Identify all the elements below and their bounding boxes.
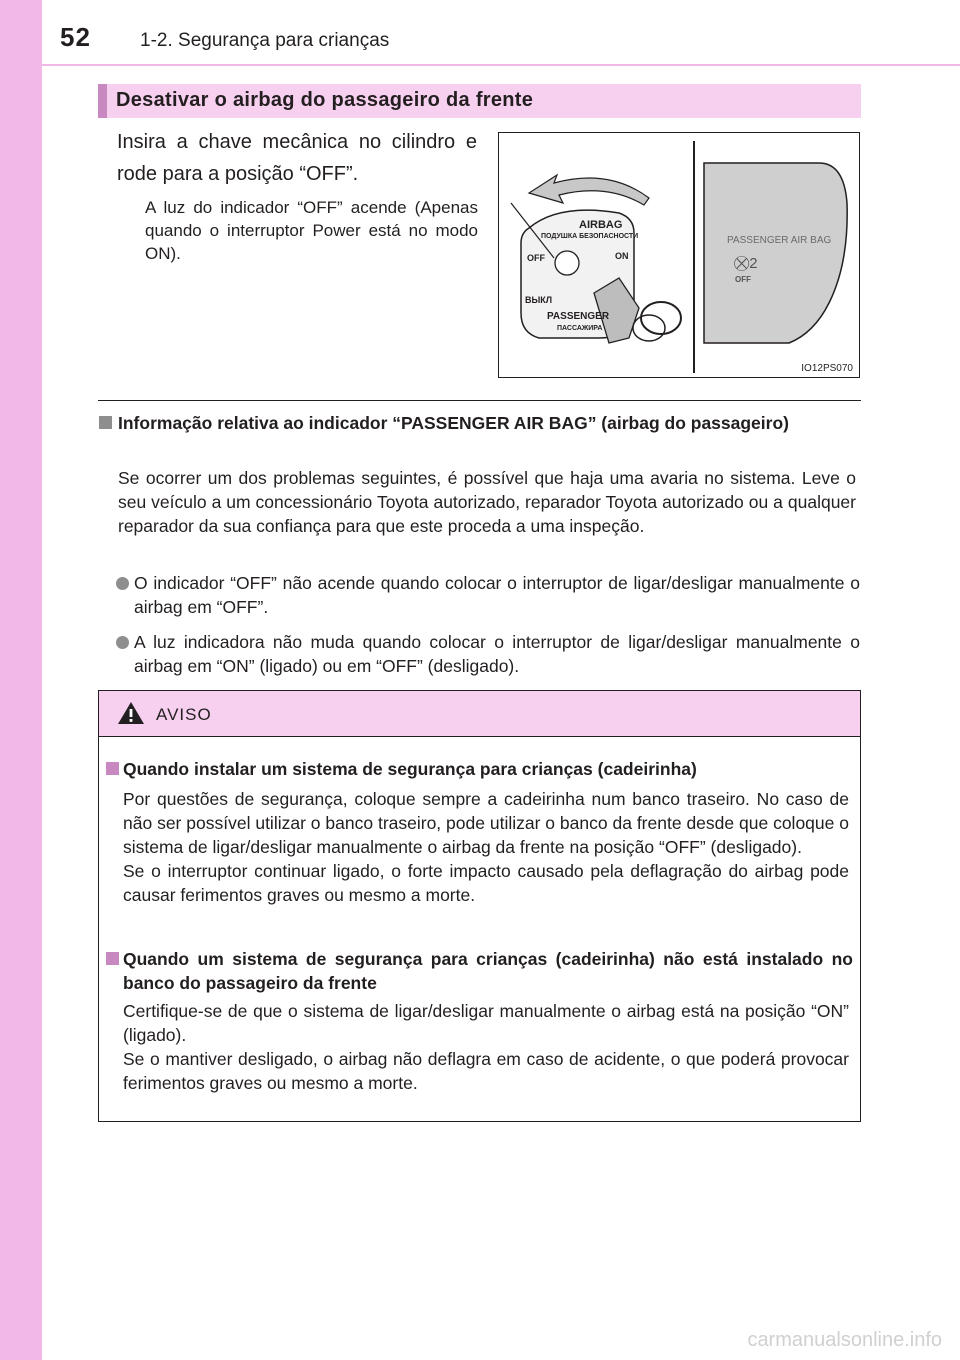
key-ring-icon	[641, 302, 681, 334]
section-accent	[98, 84, 107, 118]
step-instruction: Insira a chave mecânica no cilindro e rode para a posição “OFF”.	[117, 131, 477, 185]
warning-paragraph: Se o interruptor continuar ligado, o forte impacto causado pela deflagração do airbag pode causar ferimentos graves ou mesmo a morte.	[123, 861, 849, 905]
warning-item-heading: Quando um sistema de segurança para crianças (cadeirinha) não está instalado no banco do passageiro da frente	[123, 949, 853, 993]
warning-header	[99, 691, 860, 737]
switch-passenger-ru: ПАССАЖИРА	[557, 325, 603, 332]
warning-title: AVISO	[156, 705, 212, 724]
heading-square-icon	[99, 416, 112, 429]
info-paragraph: Se ocorrer um dos problemas seguintes, é possível que haja uma avaria no sistema. Leve o seu veículo a um concessionário Toyota autorizado, reparador Toyota autorizado ou a qualquer reparador da sua confiança para que este proceda a uma inspeção.	[118, 468, 856, 536]
switch-on-label: ON	[615, 251, 629, 261]
warning-triangle-icon	[117, 701, 145, 725]
step-note: A luz do indicador “OFF” acende (Apenas quando o interruptor Power está no modo ON).	[145, 198, 478, 263]
indicator-panel	[704, 163, 847, 343]
page-number: 52	[60, 22, 91, 52]
airbag-switch-figure	[498, 132, 860, 378]
warning-paragraph: Se o mantiver desligado, o airbag não deflagra em caso de acidente, o que poderá provocar ferimentos graves ou mesmo a morte.	[123, 1049, 849, 1093]
warning-paragraph: Por questões de segurança, coloque sempre a cadeirinha num banco traseiro. No caso de não ser possível utilizar o banco traseiro, pode utilizar o banco da frente desde que coloque o sistema de ligar/desligar manualmente o airbag da frente na posição “OFF” (desligado).	[123, 789, 849, 857]
figure-code: IO12PS070	[801, 363, 853, 374]
section-title: Desativar o airbag do passageiro da frente	[116, 89, 534, 111]
switch-vykl-label: ВЫКЛ	[525, 295, 553, 305]
indicator-label: PASSENGER AIR BAG	[727, 235, 832, 246]
side-tab	[0, 0, 42, 1360]
warning-item-heading: Quando instalar um sistema de segurança para crianças (cadeirinha)	[123, 759, 697, 779]
bullet-dot-icon	[116, 577, 129, 590]
indicator-off-label: OFF	[735, 275, 751, 284]
key-cylinder	[555, 251, 579, 275]
airbag-switch-illustration	[499, 133, 860, 378]
warning-paragraph: Certifique-se de que o sistema de ligar/desligar manualmente o airbag está na posição “ON” (ligado).	[123, 1001, 849, 1045]
running-head: 1-2. Segurança para crianças	[140, 30, 390, 51]
info-bullet: A luz indicadora não muda quando colocar o interruptor de ligar/desligar manualmente o airbag em “ON” (ligado) ou em “OFF” (desligado).	[134, 632, 860, 676]
rotate-arrow-icon	[529, 175, 649, 205]
switch-label-ru: ПОДУШКА БЕЗОПАСНОСТИ	[541, 233, 639, 240]
section-title-bar	[98, 84, 861, 118]
info-bullet: O indicador “OFF” não acende quando colocar o interruptor de ligar/desligar manualmente o airbag em “OFF”.	[134, 573, 860, 617]
switch-off-label: OFF	[527, 253, 545, 263]
warning-square-icon	[106, 952, 119, 965]
header-rule	[42, 64, 960, 66]
bullet-dot-icon	[116, 636, 129, 649]
warning-square-icon	[106, 762, 119, 775]
warning-item-text	[123, 787, 849, 907]
section-divider	[98, 400, 861, 401]
info-heading: Informação relativa ao indicador “PASSENGER AIR BAG” (airbag do passageiro)	[118, 413, 789, 433]
switch-label-airbag: AIRBAG	[579, 219, 623, 231]
warning-box	[98, 690, 861, 1122]
warning-item-text	[123, 999, 849, 1095]
airbag-off-symbol-icon: ⛒2	[734, 255, 758, 272]
watermark: carmanualsonline.info	[747, 1329, 942, 1351]
switch-passenger-label: PASSENGER	[547, 311, 610, 322]
